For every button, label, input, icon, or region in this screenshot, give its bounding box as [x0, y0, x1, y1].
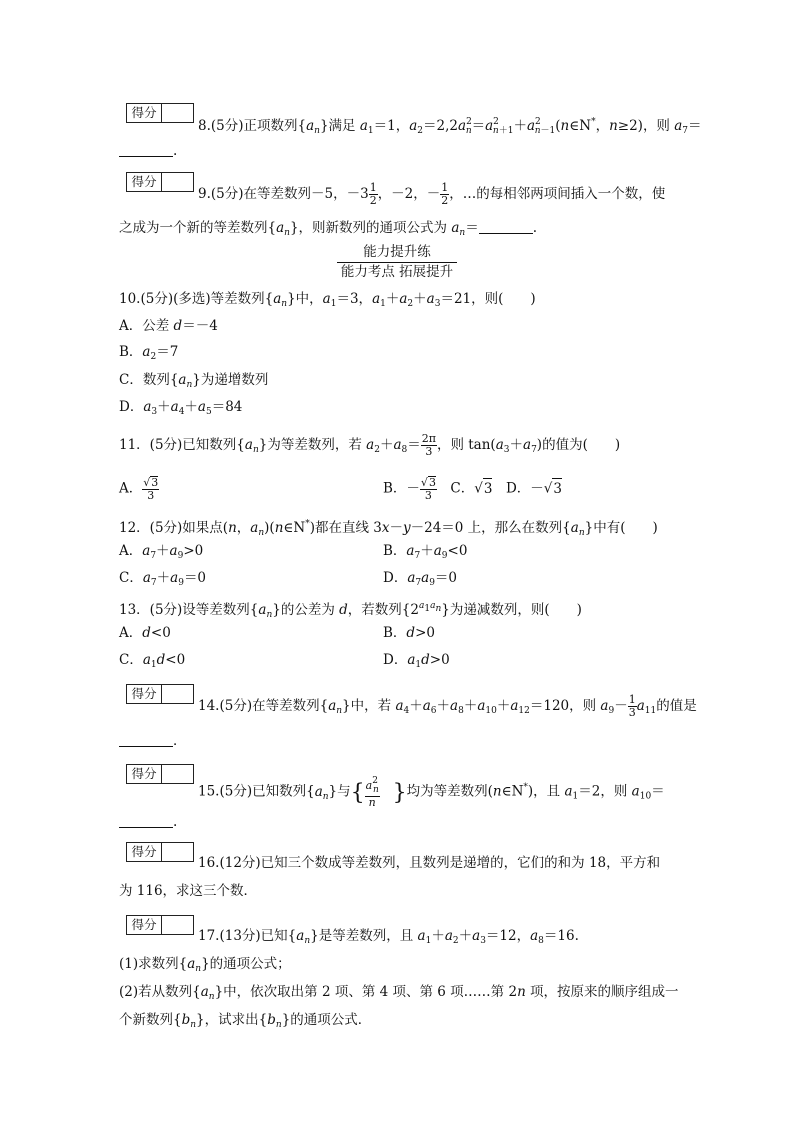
question-12: 12．(5分)如果点(n，$a_n)(n\in N^*)$都在直线 3x－y－24＝0 上，那么在数列$\{a_n\}$中有( ) [119, 519, 658, 538]
q13-option-b: B．d>0 [383, 625, 435, 641]
question-13: 13．(5分)设等差数列$\{a_n\}$的公差为 d，若数列$\{2^{a_1a_n}\}$为递减数列，则( ) [119, 601, 582, 620]
q10-option-d: D．$a_3+a_4+a_5=84$ [119, 399, 243, 417]
section-title: 能力提升练 [337, 243, 457, 263]
question-17-part2-cont: 个新数列$\{b_n\}$，试求出$\{b_n\}$的通项公式． [119, 1012, 372, 1030]
score-box-q15 [126, 764, 194, 784]
question-17-part2: (2)若从数列$\{a_n\}$中，依次取出第 2 项、第 4 项、第 6 项……第 2n 项，按原来的顺序组成一 [119, 984, 679, 1002]
score-label: 得分 [127, 843, 162, 861]
q12-option-d: D．$a_7a_9=0$ [383, 570, 458, 588]
score-box-q8 [126, 103, 194, 123]
q12-option-a: A．$a_7+a_9>0$ [119, 543, 204, 561]
score-box-q14 [126, 684, 194, 704]
q10-option-b: B．$a_2=7$ [119, 344, 179, 362]
question-16-line2: 为 116，求这三个数． [119, 883, 258, 899]
score-box-q9 [126, 172, 194, 192]
q12-option-c: C．$a_7+a_9=0$ [119, 570, 207, 588]
section-subtitle: 能力考点 拓展提升 [340, 264, 454, 280]
score-label: 得分 [127, 104, 162, 122]
score-label: 得分 [127, 916, 162, 934]
question-9-line1: 9.(5分)在等差数列－5，－3 $\frac{1}{2}$ ，－2，－ $\frac{1}{2}$ ，…的每相邻两项间插入一个数，使 [198, 181, 666, 207]
q11-option-a: A． $\frac{√3}{3}$ [119, 476, 159, 502]
q10-option-a: A．公差 d＝－4 [119, 318, 218, 334]
answer-blank-q15: . [119, 812, 177, 832]
answer-blank-q8: . [119, 141, 177, 161]
q11-option-b: B．－ $\frac{√3}{3}$ C．√3 D．－√3 [383, 476, 562, 502]
q13-option-a: A．d<0 [119, 625, 171, 641]
answer-blank-q14: ． [119, 731, 187, 751]
score-box-q17 [126, 915, 194, 935]
q13-option-d: D．$a_1d>0$ [383, 652, 450, 670]
score-label: 得分 [127, 685, 162, 703]
question-17-part1: (1)求数列$\{a_n\}$的通项公式； [119, 956, 291, 974]
question-17-line1: 17.(13分)已知$\{a_n\}$是等差数列，且 $a_1+a_2+a_3=12$，$a_8=16$. [198, 928, 579, 946]
question-8: 8.(5分)正项数列$\{a_n\}$满足 $a_1=1$，$a_2=2,2a^2_n=a^2_{n+1}+a^2_{n-1}(n\in N^*$，n≥2)，则 $a_7=$ [198, 117, 702, 136]
q12-option-b: B．$a_7+a_9<0$ [383, 543, 468, 561]
question-16-line1: 16.(12分)已知三个数成等差数列，且数列是递增的，它们的和为 18，平方和 [198, 855, 661, 871]
question-14: 14.(5分)在等差数列$\{a_n\}$中，若 $a_4+a_6+a_8+a_{10}+a_{12}=120$，则 $a_9-$ $\frac{1}{3}$ $a_{11}$的值是 [198, 693, 697, 719]
question-11: 11．(5分)已知数列$\{a_n\}$为等差数列，若 $a_2+a_8=$ $\frac{2\pi}{3}$ ，则 $\tan(a_3+a_7)$的值为( ) [119, 432, 621, 458]
q13-option-c: C．$a_1d<0$ [119, 652, 186, 670]
score-label: 得分 [127, 765, 162, 783]
q10-option-c: C．数列$\{a_n\}$为递增数列 [119, 372, 269, 390]
question-9-line2: 之成为一个新的等差数列$\{a_n\}$，则新数列的通项公式为 $a_n=$ . [119, 220, 537, 238]
score-label: 得分 [127, 173, 162, 191]
question-10: 10.(5分)(多选)等差数列$\{a_n\}$中，$a_1=3$，$a_1+a_2+a_3=21$，则( ) [119, 291, 536, 309]
score-box-q16 [126, 842, 194, 862]
question-15: 15.(5分)已知数列$\{a_n\}$与{ $\frac{a^2_n}{n}$ }均为等差数列(n∈N*)，且 $a_1=2$，则 $a_{10}=$ [198, 776, 665, 809]
